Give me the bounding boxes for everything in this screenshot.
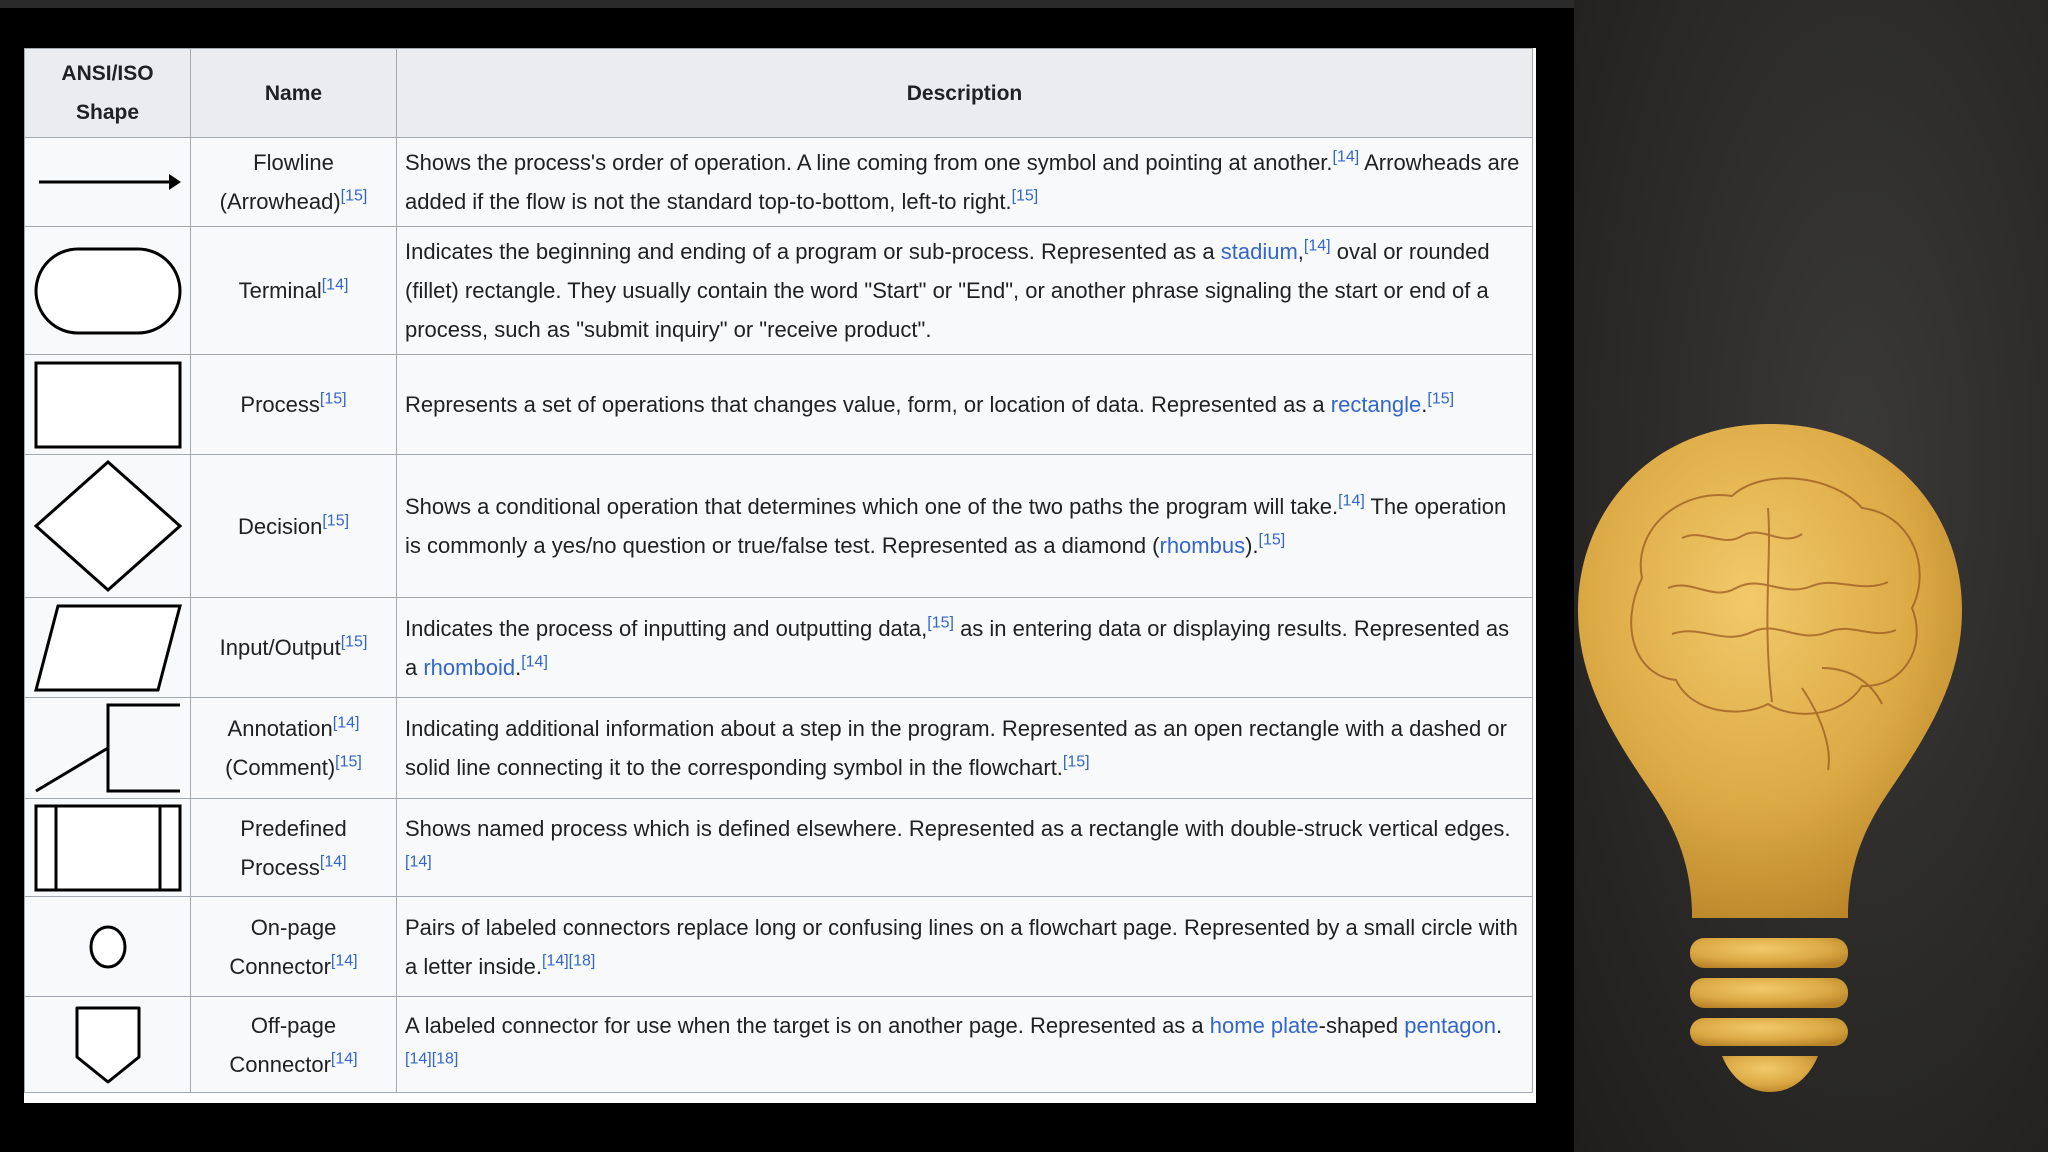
process-shape-icon bbox=[25, 355, 191, 455]
annotation-shape-icon bbox=[25, 698, 191, 799]
table-row bbox=[25, 138, 1533, 227]
row-description: Shows the process's order of operation. A line coming from one symbol and pointing at another.[14] Arrowheads are added if the flow is not the standard top-to-bottom, left-to right.[15] bbox=[397, 138, 1533, 227]
row-name: Terminal[14] bbox=[191, 227, 397, 355]
row-description: Indicates the process of inputting and outputting data,[15] as in entering data or displaying results. Represented as a rhomboid.[14] bbox=[397, 598, 1533, 698]
table-row bbox=[25, 997, 1533, 1093]
stadium-link[interactable]: stadium bbox=[1220, 239, 1298, 264]
on-page-connector-shape-icon bbox=[25, 897, 191, 997]
flowchart-symbols-table bbox=[24, 48, 1533, 1093]
flowline-shape-icon bbox=[25, 138, 191, 227]
table-row bbox=[25, 897, 1533, 997]
rhomboid-link[interactable]: rhomboid bbox=[423, 654, 516, 680]
header-description: Description bbox=[397, 49, 1533, 138]
citation-link[interactable]: [15] bbox=[1062, 753, 1090, 771]
row-description: Shows a conditional operation that determines which one of the two paths the program will take.[14] The operation is commonly a yes/no question or true/false test. Represented as a diamond (rhombus).[15] bbox=[397, 455, 1533, 598]
citation-link[interactable]: [14] bbox=[321, 276, 349, 294]
header-name: Name bbox=[191, 49, 397, 138]
citation-link[interactable]: [14] bbox=[1338, 492, 1365, 510]
terminal-shape-icon bbox=[25, 227, 191, 355]
table-row bbox=[25, 227, 1533, 355]
off-page-connector-shape-icon bbox=[25, 997, 191, 1093]
citation-link[interactable]: [15] bbox=[340, 633, 368, 651]
citation-link[interactable]: [14] bbox=[330, 1050, 358, 1068]
row-name: Process[15] bbox=[191, 355, 397, 455]
predefined-process-shape-icon bbox=[25, 799, 191, 897]
citation-link[interactable]: [15] bbox=[340, 187, 368, 205]
row-name: Predefined Process[14] bbox=[191, 799, 397, 897]
row-description: Indicates the beginning and ending of a program or sub-process. Represented as a stadium,[14] oval or rounded (fillet) rectangle. They usually contain the word "Start" or "End", or another phrase signaling the start or end of a process, such as "submit inquiry" or "receive product". bbox=[397, 227, 1533, 355]
citation-link[interactable]: [14] bbox=[1303, 237, 1331, 255]
row-name: Flowline (Arrowhead)[15] bbox=[191, 138, 397, 227]
citation-link[interactable]: [15] bbox=[1258, 531, 1286, 549]
citation-link[interactable]: [14][18] bbox=[405, 1050, 459, 1068]
row-name: On-page Connector[14] bbox=[191, 897, 397, 997]
citation-link[interactable]: [15] bbox=[335, 753, 362, 771]
home-plate-link[interactable]: home plate bbox=[1209, 1012, 1319, 1038]
citation-link[interactable]: [15] bbox=[322, 512, 350, 530]
row-description: Shows named process which is defined elsewhere. Represented as a rectangle with double-struck vertical edges.[14] bbox=[397, 799, 1533, 897]
citation-link[interactable]: [15] bbox=[1011, 187, 1039, 205]
row-name: Annotation[14] (Comment)[15] bbox=[191, 698, 397, 799]
header-shape: ANSI/ISO Shape bbox=[25, 49, 191, 138]
lightbulb-brain-icon bbox=[1572, 418, 1968, 1098]
citation-link[interactable]: [15] bbox=[927, 614, 954, 632]
row-name: Off-page Connector[14] bbox=[191, 997, 397, 1093]
citation-link[interactable]: [14] bbox=[405, 853, 432, 871]
rhombus-link[interactable]: rhombus bbox=[1159, 533, 1246, 558]
citation-link[interactable]: [15] bbox=[1427, 390, 1455, 408]
row-description: Pairs of labeled connectors replace long or confusing lines on a flowchart page. Represented by a small circle with a letter inside.[14][18] bbox=[397, 897, 1533, 997]
rectangle-link[interactable]: rectangle bbox=[1330, 392, 1422, 417]
table-row bbox=[25, 355, 1533, 455]
citation-link[interactable]: [14] bbox=[330, 952, 358, 970]
row-description: A labeled connector for use when the target is on another page. Represented as a home plate-shaped pentagon.[14][18] bbox=[397, 997, 1533, 1093]
table-row bbox=[25, 455, 1533, 598]
citation-link[interactable]: [14] bbox=[521, 653, 548, 671]
citation-link[interactable]: [14][18] bbox=[541, 952, 596, 970]
citation-link[interactable]: [14] bbox=[319, 853, 347, 871]
row-name: Decision[15] bbox=[191, 455, 397, 598]
input-output-shape-icon bbox=[25, 598, 191, 698]
decision-shape-icon bbox=[25, 455, 191, 598]
table-header-row bbox=[25, 49, 1533, 138]
citation-link[interactable]: [14] bbox=[332, 714, 360, 732]
table-row bbox=[25, 799, 1533, 897]
table-row bbox=[25, 598, 1533, 698]
citation-link[interactable]: [15] bbox=[319, 390, 347, 408]
row-description: Represents a set of operations that changes value, form, or location of data. Represented as a rectangle.[15] bbox=[397, 355, 1533, 455]
row-description: Indicating additional information about a step in the program. Represented as an open rectangle with a dashed or solid line connecting it to the corresponding symbol in the flowchart.[15] bbox=[397, 698, 1533, 799]
table-row bbox=[25, 698, 1533, 799]
pentagon-link[interactable]: pentagon bbox=[1404, 1012, 1497, 1038]
citation-link[interactable]: [14] bbox=[1332, 148, 1360, 166]
row-name: Input/Output[15] bbox=[191, 598, 397, 698]
flowchart-symbols-table-container bbox=[24, 48, 1536, 1103]
